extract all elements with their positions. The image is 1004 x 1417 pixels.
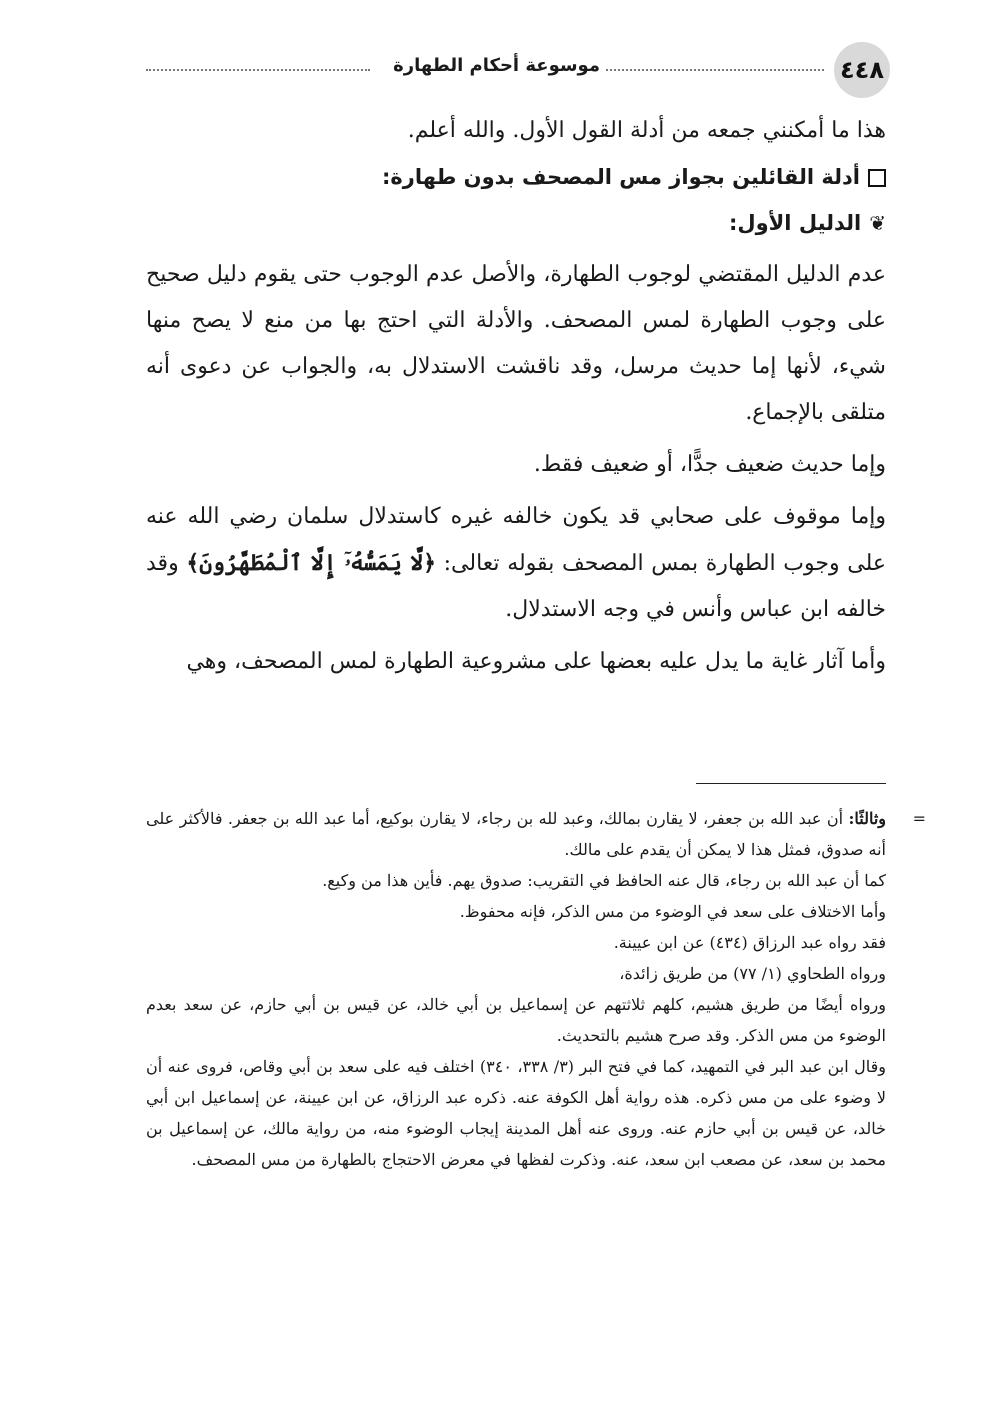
footnote-line: كما أن عبد الله بن رجاء، قال عنه الحافظ في التقريب: صدوق يهم. فأين هذا من وكيع. xyxy=(322,871,886,890)
leaf-icon: ❦ xyxy=(869,211,886,235)
header-dots-left xyxy=(146,69,370,71)
square-bullet-icon xyxy=(868,169,886,187)
paragraph-quran xyxy=(146,494,886,633)
subheading-text: الدليل الأول: xyxy=(729,211,862,235)
footnote-text: أن عبد الله بن جعفر، لا يقارن بمالك، وعبد لله بن رجاء، لا يقارن بوكيع، أما عبد الله بن جعفر. فالأكثر على أنه صدوق، فمثل هذا لا يمكن أن يقدم على مالك. xyxy=(146,809,886,859)
footnote-line: فقد رواه عبد الرزاق (٤٣٤) عن ابن عيينة. xyxy=(613,933,886,952)
section-heading xyxy=(146,154,886,200)
footnotes xyxy=(146,803,926,1175)
footnote-line: وأما الاختلاف على سعد في الوضوء من مس الذكر، فإنه محفوظ. xyxy=(459,902,886,921)
footnote-line: ورواه الطحاوي (١/ ٧٧) من طريق زائدة، xyxy=(619,964,886,983)
paragraph xyxy=(146,442,886,488)
paragraph-text: وإما حديث ضعيف جدًّا، أو ضعيف فقط. xyxy=(533,452,886,477)
paragraph: وأما آثار غاية ما يدل عليه بعضها على مشروعية الطهارة لمس المصحف، وهي xyxy=(186,649,886,674)
paragraph-text: وإما موقوف على صحابي قد يكون خالفه غيره كاستدلال سلمان رضي الله عنه على وجوب الطهارة بمس المصحف بقوله تعالى: xyxy=(146,504,886,576)
footnote-bold: وثالثًا: xyxy=(848,809,886,828)
header-dots-right xyxy=(606,69,824,71)
continuation-marker: = xyxy=(912,809,926,828)
book-title: موسوعة أحكام الطهارة xyxy=(393,55,600,76)
footnote-separator xyxy=(696,783,886,784)
subheading xyxy=(146,200,886,246)
quran-verse: ﴿لَّا يَمَسُّهُۥٓ إِلَّا ٱلْمُطَهَّرُونَ﴾ xyxy=(186,550,436,576)
footnote-line xyxy=(146,803,886,865)
paragraph-text: وقد خالفه ابن عباس وأنس في وجه الاستدلال. xyxy=(146,551,886,622)
footnote-line: ورواه أيضًا من طريق هشيم، كلهم ثلاثتهم عن إسماعيل بن أبي خالد، عن قيس بن أبي حازم، عن سعد بعدم الوضوء من مس الذكر. وقد صرح هشيم بالتحديث. xyxy=(146,995,887,1045)
page-number: ٤٤٨ xyxy=(834,42,890,98)
page-header xyxy=(140,42,890,100)
paragraph: عدم الدليل المقتضي لوجوب الطهارة، والأصل عدم الوجوب حتى يقوم دليل صحيح على وجوب الطهارة لمس المصحف. والأدلة التي احتج بها من منع لا يصح منها شيء، لأنها إما حديث مرسل، وقد ناقشت الاستدلال به، والجواب عن دعوى أنه متلقى بالإجماع. xyxy=(146,262,886,425)
section-heading-text: أدلة القائلين بجواز مس المصحف بدون طهارة: xyxy=(381,165,860,189)
paragraph: هذا ما أمكنني جمعه من أدلة القول الأول. والله أعلم. xyxy=(407,118,886,143)
main-text xyxy=(146,108,886,685)
footnote-line: وقال ابن عبد البر في التمهيد، كما في فتح البر (٣/ ٣٣٨، ٣٤٠) اختلف فيه على سعد بن أبي وقاص، فروى عنه أن لا وضوء على من مس ذكره. هذه رواية أهل الكوفة عنه. ذكره عبد الرزاق، عن ابن عيينة، عن إسماعيل ابن أبي خالد، عن قيس بن أبي حازم عنه. وروى عنه أهل المدينة إيجاب الوضوء منه، من رواية مالك، عن إسماعيل بن محمد بن سعد، عن مصعب ابن سعد، عنه. وذكرت لفظها في معرض الاحتجاج بالطهارة من مس المصحف. xyxy=(146,1057,886,1169)
